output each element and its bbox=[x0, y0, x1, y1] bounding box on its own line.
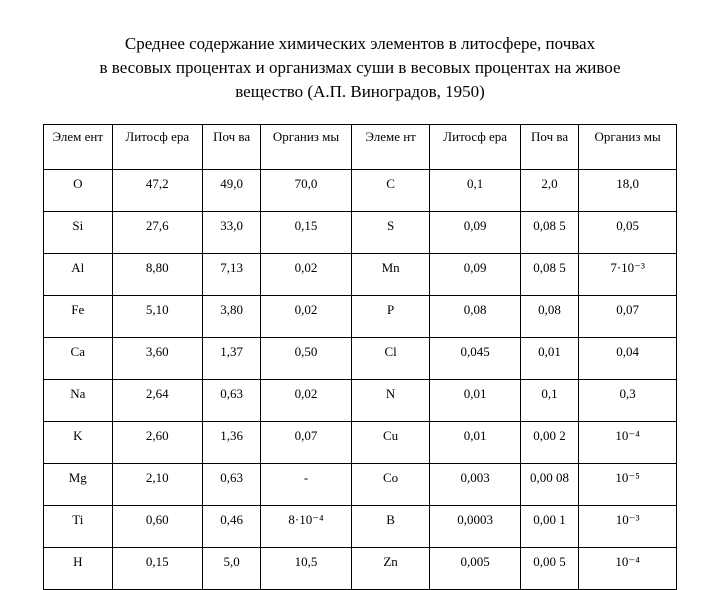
table-cell: 0,07 bbox=[261, 422, 351, 464]
table-cell: 8,80 bbox=[112, 254, 202, 296]
table-cell: 0,08 5 bbox=[520, 212, 578, 254]
table-cell: 2,0 bbox=[520, 170, 578, 212]
table-cell: 10⁻⁴ bbox=[579, 422, 677, 464]
table-cell: 33,0 bbox=[202, 212, 260, 254]
table-cell: H bbox=[44, 548, 113, 590]
title-line-1: Среднее содержание химических элементов в литосфере, почвах bbox=[124, 34, 596, 53]
table-cell: 0,00 1 bbox=[520, 506, 578, 548]
table-cell: Co bbox=[351, 464, 430, 506]
element-content-table bbox=[43, 124, 677, 590]
table-cell: 0,01 bbox=[430, 380, 520, 422]
table-cell: - bbox=[261, 464, 351, 506]
table-row bbox=[44, 422, 677, 464]
table-cell: Mg bbox=[44, 464, 113, 506]
table-cell: 10⁻⁴ bbox=[579, 548, 677, 590]
table-cell: 0,15 bbox=[112, 548, 202, 590]
table-cell: 0,00 5 bbox=[520, 548, 578, 590]
table-cell: Mn bbox=[351, 254, 430, 296]
table-cell: Ca bbox=[44, 338, 113, 380]
title-line-3: вещество (А.П. Виноградов, 1950) bbox=[235, 82, 485, 101]
table-cell: 10⁻³ bbox=[579, 506, 677, 548]
table-cell: 0,00 2 bbox=[520, 422, 578, 464]
table-cell: 0,50 bbox=[261, 338, 351, 380]
table-cell: 0,045 bbox=[430, 338, 520, 380]
column-header: Поч ва bbox=[202, 125, 260, 170]
table-cell: Al bbox=[44, 254, 113, 296]
table-cell: 2,60 bbox=[112, 422, 202, 464]
table-cell: P bbox=[351, 296, 430, 338]
table-cell: 3,80 bbox=[202, 296, 260, 338]
table-cell: 0,02 bbox=[261, 380, 351, 422]
table-row bbox=[44, 296, 677, 338]
column-header: Элем ент bbox=[44, 125, 113, 170]
table-cell: 8·10⁻⁴ bbox=[261, 506, 351, 548]
table-cell: 49,0 bbox=[202, 170, 260, 212]
column-header: Организ мы bbox=[579, 125, 677, 170]
table-cell: 0,02 bbox=[261, 254, 351, 296]
column-header: Поч ва bbox=[520, 125, 578, 170]
table-cell: 0,08 bbox=[520, 296, 578, 338]
title-line-2: в весовых процентах и организмах суши в весовых процентах на живое bbox=[99, 58, 621, 77]
table-row bbox=[44, 338, 677, 380]
table-cell: О bbox=[44, 170, 113, 212]
table-row bbox=[44, 212, 677, 254]
table-row bbox=[44, 380, 677, 422]
column-header: Литосф ера bbox=[430, 125, 520, 170]
table-row bbox=[44, 170, 677, 212]
table-cell: Cl bbox=[351, 338, 430, 380]
table-cell: 0,60 bbox=[112, 506, 202, 548]
table-cell: 1,37 bbox=[202, 338, 260, 380]
table-cell: K bbox=[44, 422, 113, 464]
table-cell: 0,005 bbox=[430, 548, 520, 590]
table-cell: Si bbox=[44, 212, 113, 254]
table-cell: S bbox=[351, 212, 430, 254]
table-cell: 0,1 bbox=[520, 380, 578, 422]
table-cell: 0,05 bbox=[579, 212, 677, 254]
table-cell: 18,0 bbox=[579, 170, 677, 212]
table-cell: 47,2 bbox=[112, 170, 202, 212]
table-cell: 70,0 bbox=[261, 170, 351, 212]
table-cell: 10,5 bbox=[261, 548, 351, 590]
table-cell: 7·10⁻³ bbox=[579, 254, 677, 296]
table-cell: 0,0003 bbox=[430, 506, 520, 548]
table-cell: 0,46 bbox=[202, 506, 260, 548]
table-cell: 0,63 bbox=[202, 380, 260, 422]
table-cell: 0,08 bbox=[430, 296, 520, 338]
table-row bbox=[44, 254, 677, 296]
column-header: Организ мы bbox=[261, 125, 351, 170]
table-cell: 7,13 bbox=[202, 254, 260, 296]
table-cell: 27,6 bbox=[112, 212, 202, 254]
column-header: Литосф ера bbox=[112, 125, 202, 170]
table-cell: 0,08 5 bbox=[520, 254, 578, 296]
table-cell: 0,00 08 bbox=[520, 464, 578, 506]
table-cell: 0,09 bbox=[430, 212, 520, 254]
header-row bbox=[44, 125, 677, 170]
table-cell: 0,1 bbox=[430, 170, 520, 212]
table-row bbox=[44, 506, 677, 548]
table-cell: 0,3 bbox=[579, 380, 677, 422]
table-cell: 0,01 bbox=[520, 338, 578, 380]
column-header: Элеме нт bbox=[351, 125, 430, 170]
table-cell: 1,36 bbox=[202, 422, 260, 464]
table-cell: 0,15 bbox=[261, 212, 351, 254]
table-cell: 2,10 bbox=[112, 464, 202, 506]
table-cell: 0,07 bbox=[579, 296, 677, 338]
table-cell: 5,0 bbox=[202, 548, 260, 590]
table-cell: Na bbox=[44, 380, 113, 422]
table-cell: 0,01 bbox=[430, 422, 520, 464]
table-cell: N bbox=[351, 380, 430, 422]
table-cell: B bbox=[351, 506, 430, 548]
table-cell: С bbox=[351, 170, 430, 212]
table-cell: 5,10 bbox=[112, 296, 202, 338]
page-title bbox=[40, 32, 680, 104]
table-header bbox=[44, 125, 677, 170]
table-cell: 0,63 bbox=[202, 464, 260, 506]
table-cell: Fe bbox=[44, 296, 113, 338]
table-cell: Cu bbox=[351, 422, 430, 464]
table-cell: 0,09 bbox=[430, 254, 520, 296]
table-cell: 0,003 bbox=[430, 464, 520, 506]
table-cell: Zn bbox=[351, 548, 430, 590]
table-body bbox=[44, 170, 677, 590]
table-cell: 0,04 bbox=[579, 338, 677, 380]
table-cell: Ti bbox=[44, 506, 113, 548]
table-row bbox=[44, 548, 677, 590]
table-cell: 2,64 bbox=[112, 380, 202, 422]
table-cell: 0,02 bbox=[261, 296, 351, 338]
table-row bbox=[44, 464, 677, 506]
table-cell: 10⁻⁵ bbox=[579, 464, 677, 506]
table-cell: 3,60 bbox=[112, 338, 202, 380]
